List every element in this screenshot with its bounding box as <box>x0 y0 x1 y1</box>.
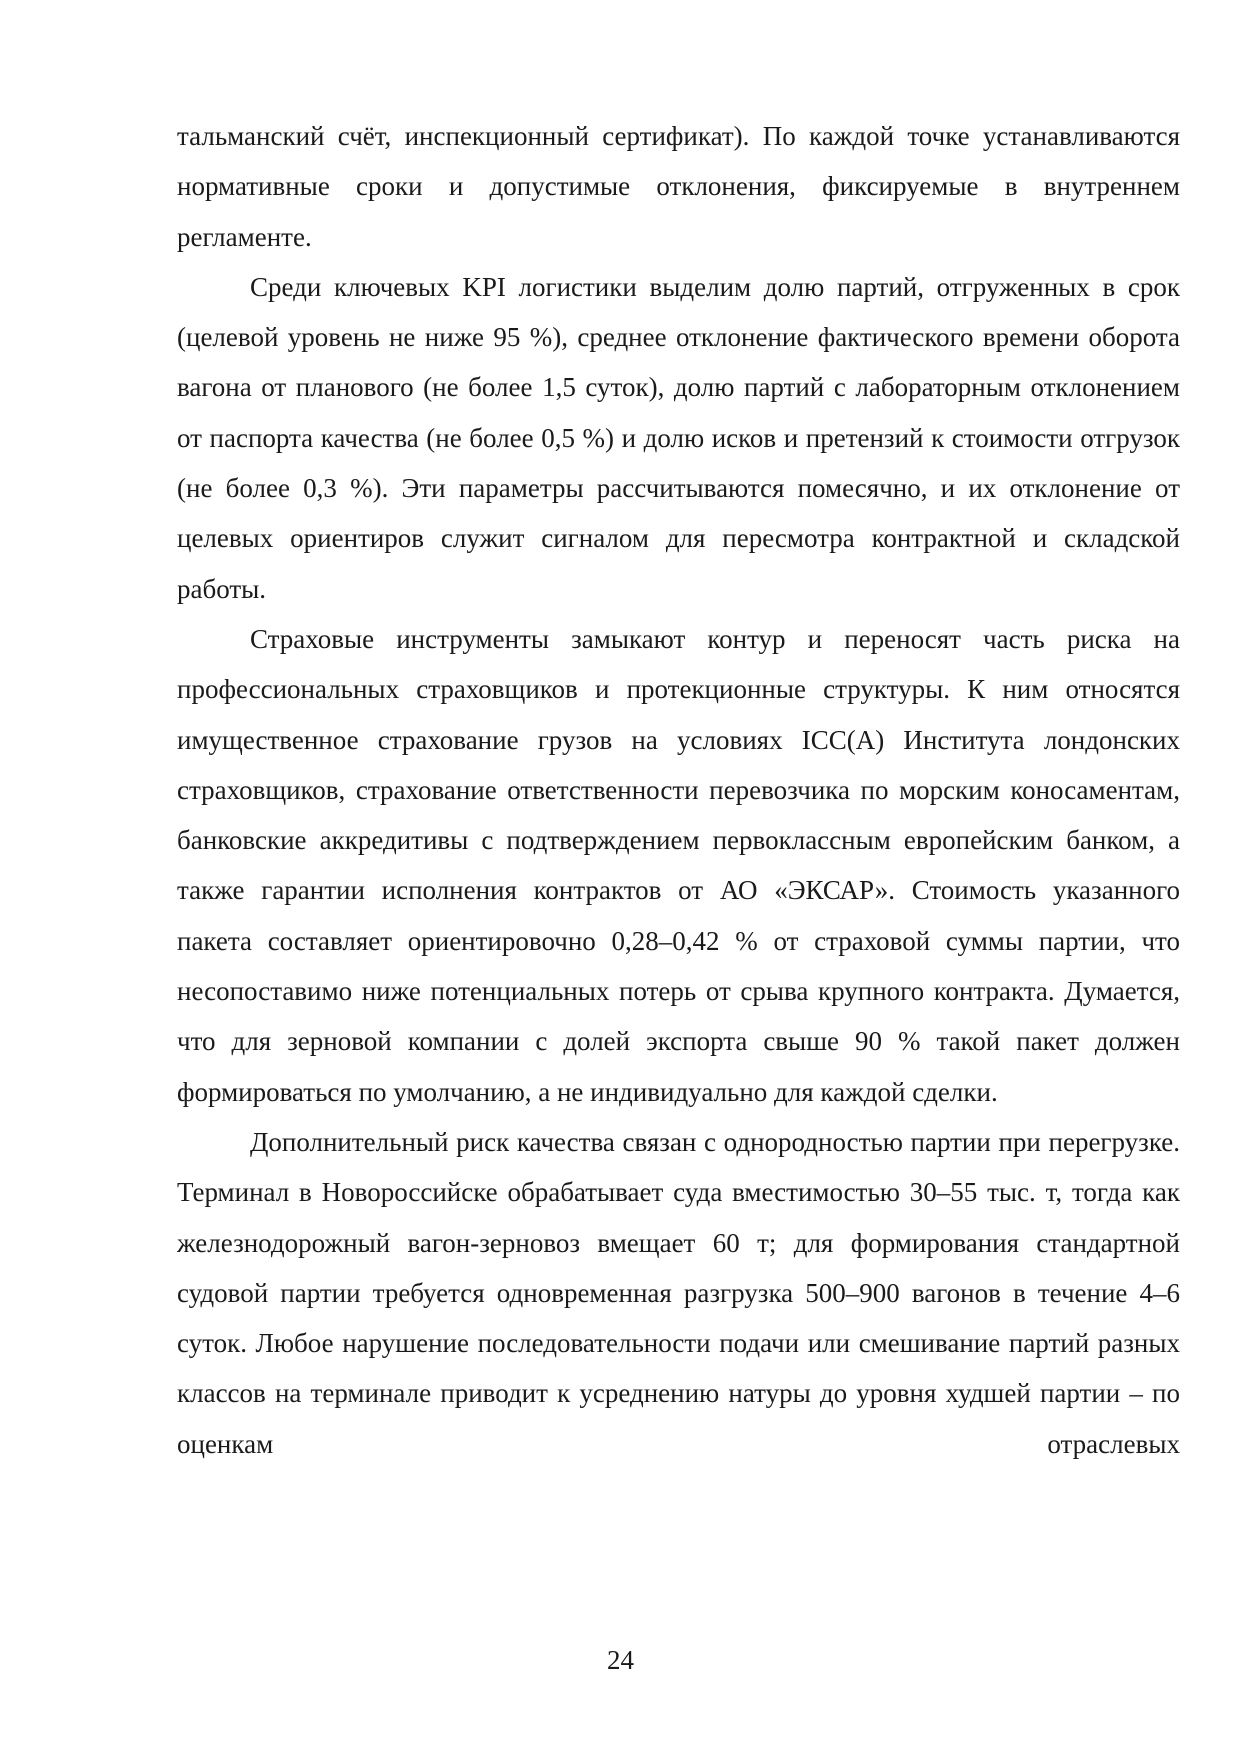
paragraph-kpi: Среди ключевых KPI логистики выделим долю партий, отгруженных в срок (целевой уровень не ниже 95 %), среднее отклонение фактического времени оборота вагона от планового (не более 1,5 суток), долю партий с лабораторным отклонением от паспорта качества (не более 0,5 %) и долю исков и претензий к стоимости отгрузок (не более 0,3 %). Эти параметры рассчитываются помесячно, и их отклонение от целевых ориентиров служит сигналом для пересмотра контрактной и складской работы. <box>177 271 1180 604</box>
paragraph-continuation: тальманский счёт, инспекционный сертификат). По каждой точке устанавливаются нормативные сроки и допустимые отклонения, фиксируемые в внутреннем регламенте. <box>177 121 1180 252</box>
paragraph-quality-risk: Дополнительный риск качества связан с однородностью партии при перегрузке. Терминал в Новороссийске обрабатывает суда вместимостью 30–55 тыс. т, тогда как железнодорожный вагон-зерновоз вмещает 60 т; для формирования стандартной судовой партии требуется одновременная разгрузка 500–900 вагонов в течение 4–6 суток. Любое нарушение последовательности подачи или смешивание партий разных классов на терминале приводит к усреднению натуры до уровня худшей партии – по оценкам отраслевых <box>177 1126 1180 1459</box>
body-text <box>177 111 1180 1469</box>
paragraph-insurance: Страховые инструменты замыкают контур и переносят часть риска на профессиональных страховщиков и протекционные структуры. К ним относятся имущественное страхование грузов на условиях ICC(A) Института лондонских страховщиков, страхование ответственности перевозчика по морским коносаментам, банковские аккредитивы с подтверждением первоклассным европейским банком, а также гарантии исполнения контрактов от АО «ЭКСАР». Стоимость указанного пакета составляет ориентировочно 0,28–0,42 % от страховой суммы партии, что несопоставимо ниже потенциальных потерь от срыва крупного контракта. Думается, что для зерновой компании с долей экспорта свыше 90 % такой пакет должен формироваться по умолчанию, а не индивидуально для каждой сделки. <box>177 623 1180 1107</box>
page-number: 24 <box>607 1645 634 1675</box>
